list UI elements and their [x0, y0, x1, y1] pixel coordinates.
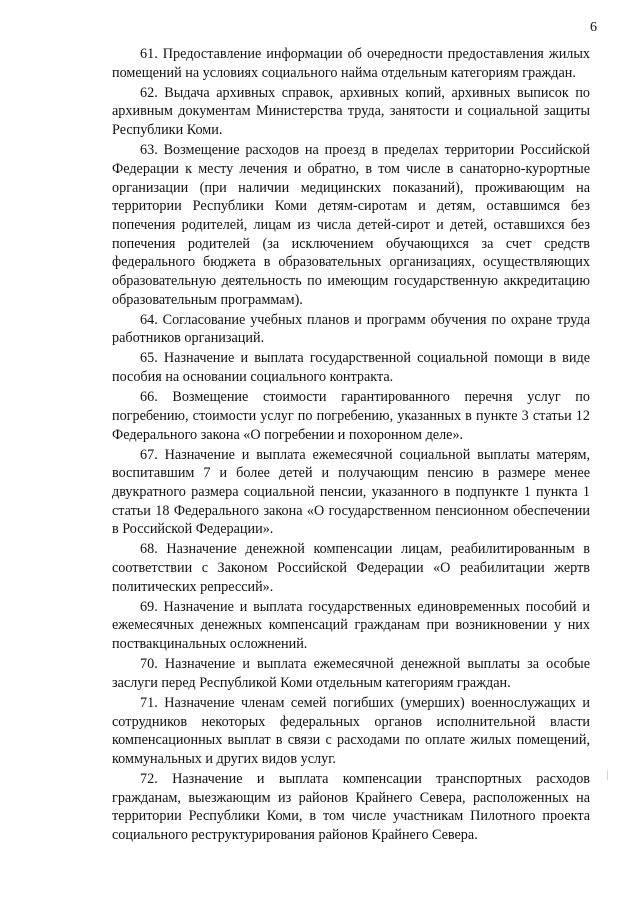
paragraph-63: 63. Возмещение расходов на проезд в пределах территории Российской Федерации к месту лечения и обратно, в том числе в санаторно-курортные организации (при наличии медицинских показаний), проживающим на территории Республики Коми детям-сиротам и детям, оставшимся без попечения родителей, лицам из числа детей-сирот и детей, оставшихся без попечения родителей (за исключением обучающихся за счет средств федерального бюджета в образовательных организациях, осуществляющих образовательную деятельность по имеющим государственную аккредитацию образовательным программам). — [112, 142, 590, 308]
scan-artifact-mark — [607, 770, 608, 780]
paragraph-68: 68. Назначение денежной компенсации лицам, реабилитированным в соответствии с Законом Российской Федерации «О реабилитации жертв политических репрессий». — [112, 541, 590, 595]
document-body — [112, 45, 590, 846]
paragraph-69: 69. Назначение и выплата государственных единовременных пособий и ежемесячных денежных компенсаций гражданам при возникновении у них поствакцинальных осложнений. — [112, 598, 590, 653]
paragraph-72: 72. Назначение и выплата компенсации транспортных расходов гражданам, выезжающим из районов Крайнего Севера, расположенных на территории Республики Коми, в том числе участникам Пилотного проекта социального реструктурирования районов Крайнего Севера. — [112, 770, 590, 844]
page-number: 6 — [590, 20, 597, 35]
paragraph-66: 66. Возмещение стоимости гарантированного перечня услуг по погребению, стоимости услуг по погребению, указанных в пункте 3 статьи 12 Федерального закона «О погребении и похоронном деле». — [112, 389, 590, 443]
paragraph-64: 64. Согласование учебных планов и программ обучения по охране труда работников организаций. — [112, 311, 590, 347]
paragraph-62: 62. Выдача архивных справок, архивных копий, архивных выписок по архивным документам Министерства труда, занятости и социальной защиты Республики Коми. — [112, 84, 590, 139]
paragraph-65: 65. Назначение и выплата государственной социальной помощи в виде пособия на основании социального контракта. — [112, 350, 590, 386]
paragraph-67: 67. Назначение и выплата ежемесячной социальной выплаты матерям, воспитавшим 7 и более детей и получающим пенсию в размере менее двукратного размера социальной пенсии, указанного в подпункте 1 пункта 1 статьи 18 Федерального закона «О государственном пенсионном обеспечении в Российской Федерации». — [112, 446, 590, 538]
paragraph-71: 71. Назначение членам семей погибших (умерших) военнослужащих и сотрудников некоторых федеральных органов исполнительной власти компенсационных выплат в связи с расходами по оплате жилых помещений, коммунальных и других видов услуг. — [112, 694, 590, 767]
paragraph-70: 70. Назначение и выплата ежемесячной денежной выплаты за особые заслуги перед Республикой Коми отдельным категориям граждан. — [112, 656, 590, 691]
paragraph-61: 61. Предоставление информации об очередности предоставления жилых помещений на условиях социального найма отдельным категориям граждан. — [112, 46, 590, 81]
